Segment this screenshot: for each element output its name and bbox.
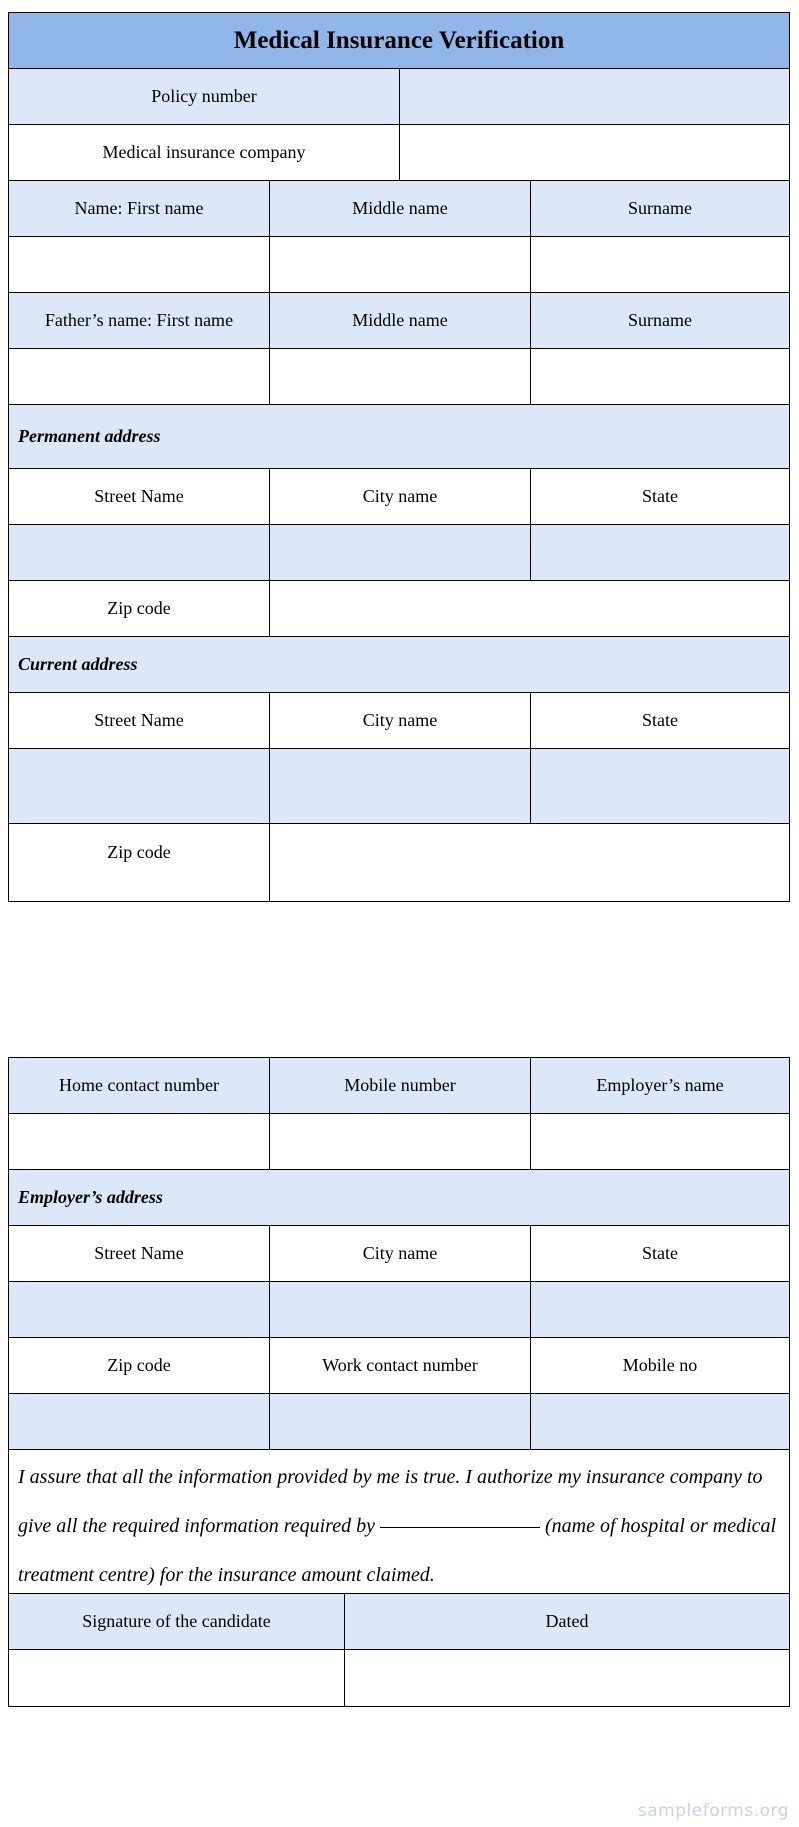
father-surname-field[interactable]	[531, 349, 789, 404]
signature-label: Signature of the candidate	[9, 1594, 345, 1649]
policy-number-label: Policy number	[9, 69, 400, 124]
form-section-employment	[8, 1057, 790, 1707]
emp-zip-label: Zip code	[9, 1338, 270, 1393]
declaration-text-part1: I assure that all the information provided by me is true. I authorize my insurance company to give all the required information required by	[18, 1466, 763, 1537]
insurance-company-label: Medical insurance company	[9, 125, 400, 180]
contact-input-row	[8, 1114, 790, 1170]
surname-label: Surname	[628, 198, 692, 218]
home-contact-label: Home contact number	[9, 1058, 270, 1113]
employer-address-row	[8, 1170, 790, 1226]
curr-address-header-row	[8, 693, 790, 749]
employer-name-label: Employer’s name	[596, 1075, 724, 1095]
emp-street-field[interactable]	[9, 1282, 270, 1337]
permanent-address-label: Permanent address	[18, 426, 161, 446]
father-first-name-field[interactable]	[9, 349, 270, 404]
signature-field[interactable]	[9, 1650, 345, 1706]
emp-mobile-label: Mobile no	[622, 1355, 698, 1375]
curr-state-field[interactable]	[531, 749, 789, 823]
emp-street-label: Street Name	[9, 1226, 270, 1281]
title-row	[8, 12, 790, 69]
perm-city-label: City name	[270, 469, 531, 524]
insurance-company-row	[8, 125, 790, 181]
middle-name-label: Middle name	[270, 181, 531, 236]
perm-address-header-row	[8, 469, 790, 525]
father-first-name-label: Father’s name: First name	[9, 293, 270, 348]
father-name-input-row	[8, 349, 790, 405]
curr-zip-row	[8, 824, 790, 902]
father-middle-name-field[interactable]	[270, 349, 531, 404]
emp-address-header-row	[8, 1226, 790, 1282]
employer-address-label: Employer’s address	[18, 1187, 163, 1207]
perm-street-field[interactable]	[9, 525, 270, 580]
emp-state-label: State	[642, 1243, 678, 1263]
contact-header-row	[8, 1057, 790, 1114]
work-contact-field[interactable]	[270, 1394, 531, 1449]
perm-zip-label: Zip code	[9, 581, 270, 636]
emp-contact-header-row	[8, 1338, 790, 1394]
father-middle-name-label: Middle name	[270, 293, 531, 348]
perm-state-label: State	[642, 486, 678, 506]
declaration-text	[9, 1450, 789, 1593]
father-name-header-row	[8, 293, 790, 349]
curr-address-input-row	[8, 749, 790, 824]
surname-field[interactable]	[531, 237, 789, 292]
perm-zip-row	[8, 581, 790, 637]
perm-address-input-row	[8, 525, 790, 581]
form-title: Medical Insurance Verification	[9, 13, 789, 68]
middle-name-field[interactable]	[270, 237, 531, 292]
emp-state-field[interactable]	[531, 1282, 789, 1337]
emp-address-input-row	[8, 1282, 790, 1338]
signature-header-row	[8, 1594, 790, 1650]
work-contact-label: Work contact number	[270, 1338, 531, 1393]
dated-field[interactable]	[345, 1650, 789, 1706]
curr-city-label: City name	[270, 693, 531, 748]
curr-zip-field[interactable]	[270, 824, 789, 901]
form-section-personal	[8, 12, 790, 902]
employer-name-field[interactable]	[531, 1114, 789, 1169]
mobile-number-field[interactable]	[270, 1114, 531, 1169]
curr-zip-label: Zip code	[9, 824, 270, 901]
hospital-name-blank[interactable]	[380, 1526, 540, 1528]
watermark: sampleforms.org	[637, 1801, 789, 1821]
dated-label: Dated	[545, 1611, 589, 1631]
name-input-row	[8, 237, 790, 293]
home-contact-field[interactable]	[9, 1114, 270, 1169]
declaration-row	[8, 1450, 790, 1594]
emp-mobile-field[interactable]	[531, 1394, 789, 1449]
emp-city-field[interactable]	[270, 1282, 531, 1337]
mobile-number-label: Mobile number	[270, 1058, 531, 1113]
curr-street-label: Street Name	[9, 693, 270, 748]
first-name-label: Name: First name	[9, 181, 270, 236]
emp-city-label: City name	[270, 1226, 531, 1281]
emp-contact-input-row	[8, 1394, 790, 1450]
perm-zip-field[interactable]	[270, 581, 789, 636]
perm-state-field[interactable]	[531, 525, 789, 580]
perm-street-label: Street Name	[9, 469, 270, 524]
permanent-address-row	[8, 405, 790, 469]
insurance-company-field[interactable]	[400, 125, 789, 180]
perm-city-field[interactable]	[270, 525, 531, 580]
father-surname-label: Surname	[628, 310, 692, 330]
signature-input-row	[8, 1650, 790, 1707]
policy-number-row	[8, 69, 790, 125]
declaration-text-part2: (name of hospital or medical treatment centre) for the insurance amount claimed.	[18, 1515, 777, 1586]
policy-number-field[interactable]	[400, 69, 789, 124]
current-address-label: Current address	[18, 654, 138, 674]
curr-state-label: State	[642, 710, 678, 730]
name-header-row	[8, 181, 790, 237]
emp-zip-field[interactable]	[9, 1394, 270, 1449]
curr-street-field[interactable]	[9, 749, 270, 823]
current-address-row	[8, 637, 790, 693]
curr-city-field[interactable]	[270, 749, 531, 823]
first-name-field[interactable]	[9, 237, 270, 292]
